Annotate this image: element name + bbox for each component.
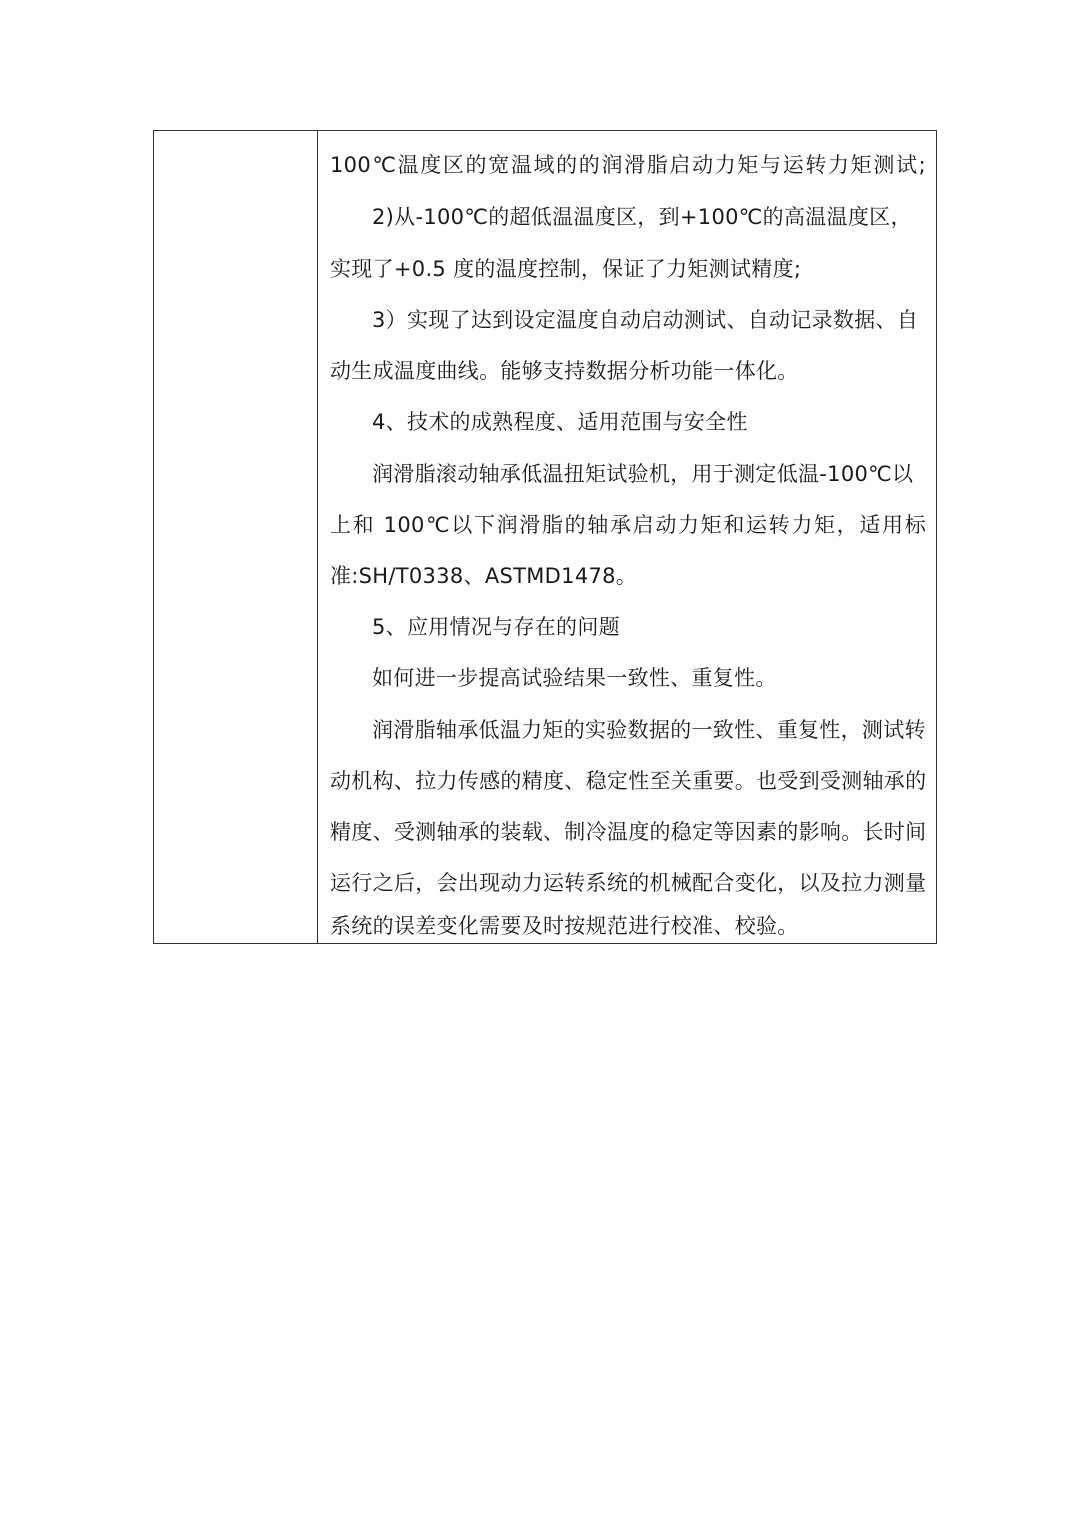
text-line: 准:SH/T0338、ASTMD1478。 — [330, 564, 638, 588]
text-line: 润滑脂滚动轴承低温扭矩试验机，用于测定低温-100℃以 — [372, 462, 914, 486]
text-line: 如何进一步提高试验结果一致性、重复性。 — [372, 666, 777, 690]
content-table — [153, 130, 937, 944]
text-line: 实现了+0.5 度的温度控制，保证了力矩测试精度; — [330, 257, 802, 281]
text-line: 100℃温度区的宽温域的的润滑脂启动力矩与运转力矩测试; — [330, 153, 926, 177]
section-heading: 5、应用情况与存在的问题 — [372, 615, 620, 639]
text-line: 3）实现了达到设定温度自动启动测试、自动记录数据、自 — [372, 308, 919, 332]
text-line: 精度、受测轴承的装载、制冷温度的稳定等因素的影响。长时间 — [330, 820, 927, 844]
table-right-cell — [318, 131, 936, 943]
text-line: 运行之后，会出现动力运转系统的机械配合变化，以及拉力测量 — [330, 871, 927, 895]
section-heading: 4、技术的成熟程度、适用范围与安全性 — [372, 410, 748, 434]
text-line: 润滑脂轴承低温力矩的实验数据的一致性、重复性，测试转 — [372, 718, 926, 742]
text-line: 动生成温度曲线。能够支持数据分析功能一体化。 — [330, 359, 799, 383]
text-line: 上和 100℃以下润滑脂的轴承启动力矩和运转力矩，适用标 — [330, 513, 926, 537]
table-left-cell — [154, 131, 318, 943]
text-line: 动机构、拉力传感的精度、稳定性至关重要。也受到受测轴承的 — [330, 769, 927, 793]
text-line: 2)从-100℃的超低温温度区，到+100℃的高温温度区， — [372, 205, 912, 229]
text-line: 系统的误差变化需要及时按规范进行校准、校验。 — [330, 914, 799, 938]
